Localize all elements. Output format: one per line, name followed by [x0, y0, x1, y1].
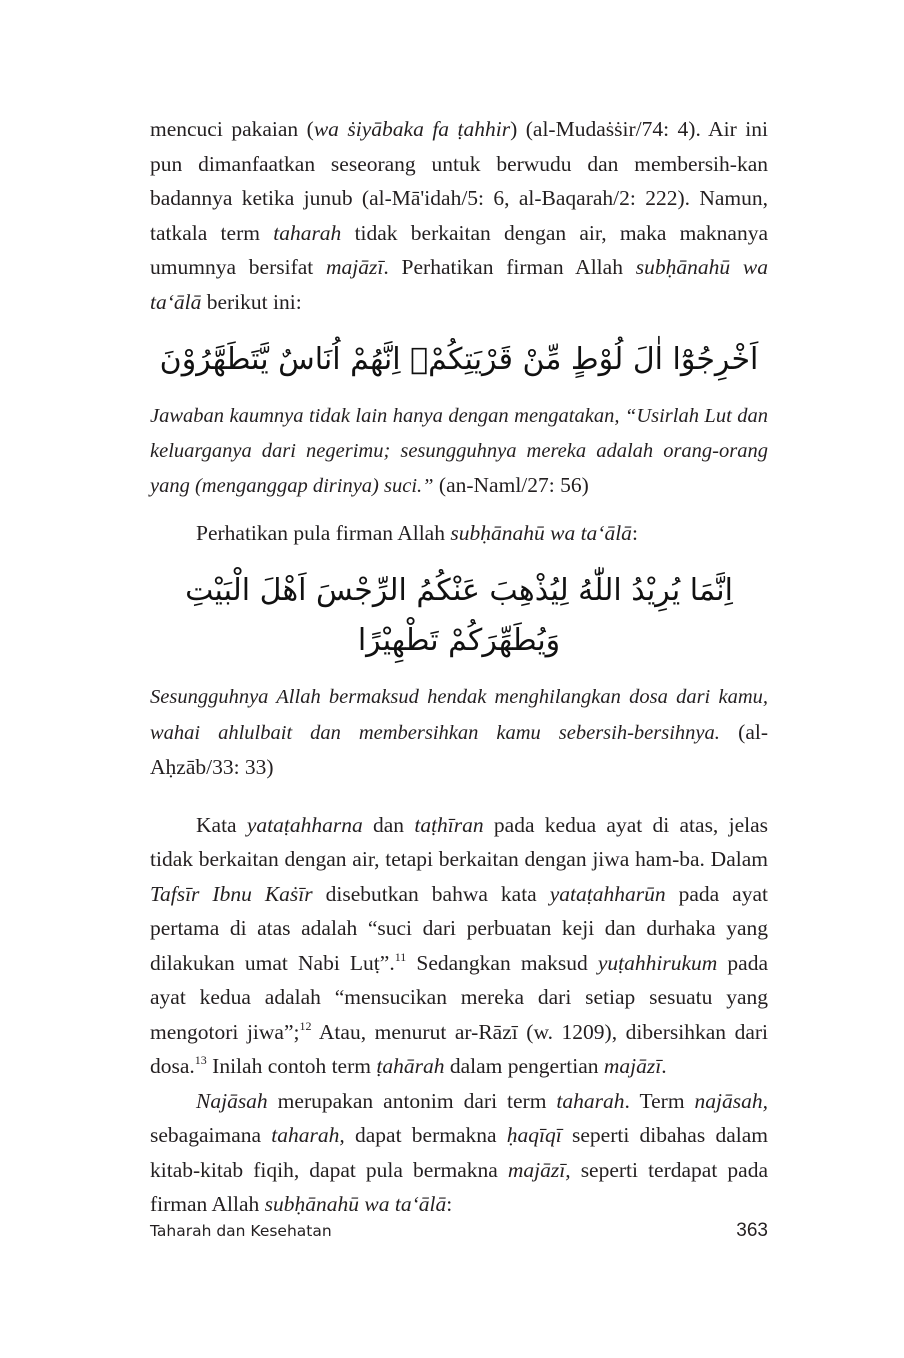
text: pada ayat kedua adalah “mensucikan mereka dari setiap sesuatu yang mengotori jiwa”; — [150, 950, 769, 1044]
text: sebagaimana — [150, 1123, 272, 1147]
footnote-ref[interactable]: 12 — [299, 1018, 312, 1033]
text: pada ayat pertama di atas adalah “suci dari perbuatan keji dan durhaka yang dilakukan umat Nabi Luṭ”. — [150, 881, 768, 975]
text: Perhatikan pula firman Allah — [196, 520, 451, 545]
transliteration: wa ṡiyābaka fa ṭahhir — [313, 117, 511, 141]
text: merupakan antonim dari term — [267, 1088, 557, 1113]
page-number: 363 — [736, 1220, 768, 1241]
text: Sedangkan maksud — [406, 950, 598, 975]
text: Inilah contoh term — [206, 1054, 377, 1078]
text: dan — [362, 812, 415, 837]
paragraph-analysis — [150, 808, 768, 1084]
term: najāsah, — [694, 1088, 768, 1113]
paragraph-najasah — [150, 1084, 768, 1222]
text: dapat bermakna — [344, 1123, 507, 1147]
term: majāzī — [603, 1054, 662, 1078]
text: : — [631, 520, 638, 545]
term: yuṭahhirukum — [597, 950, 718, 975]
text: Kata — [196, 812, 247, 837]
term: majāzī, — [507, 1157, 571, 1182]
text: : — [446, 1192, 453, 1216]
quran-verse-arabic-1: اَخْرِجُوْٓا اٰلَ لُوْطٍ مِّنْ قَرْيَتِكُمْۙ اِنَّهُمْ اُنَاسٌ يَّتَطَهَّرُوْنَ — [159, 342, 759, 377]
footnote-ref[interactable]: 13 — [194, 1053, 207, 1067]
term: yataṭahharna — [246, 812, 363, 837]
text: . Term — [624, 1088, 695, 1113]
verse-translation-2 — [150, 680, 768, 786]
verse-reference: (an-Naml/27: 56) — [433, 473, 589, 497]
page-body — [150, 112, 768, 1222]
term: taharah — [273, 220, 342, 245]
text: Atau, menurut ar-Rāzī (w. 1209), dibersihkan dari dosa. — [150, 1019, 768, 1078]
text: tidak berkaitan dengan air, maka maknanya umumnya bersifat — [150, 220, 768, 279]
verse-translation-1 — [150, 399, 768, 504]
text: berikut ini: — [201, 289, 302, 314]
text: seperti dibahas dalam kitab-kitab fiqih, dapat pula bermakna — [150, 1123, 768, 1182]
quran-verse-arabic-2: اِنَّمَا يُرِيْدُ اللّٰهُ لِيُذْهِبَ عَنْكُمُ الرِّجْسَ اَهْلَ الْبَيْتِ وَيُطَهِّرَكُمْ تَطْهِيْرًا — [185, 573, 733, 658]
translation-text: Sesungguhnya Allah bermaksud hendak menghilangkan dosa dari kamu, wahai ahlulbait dan membersihkan kamu sebersih-bersihnya. — [150, 686, 768, 744]
text: seperti terdapat pada firman Allah — [150, 1157, 768, 1216]
text: mencuci pakaian ( — [150, 117, 314, 141]
term: ḥaqīqī — [506, 1123, 562, 1147]
text: disebutkan bahwa kata — [312, 881, 550, 906]
term: taharah, — [271, 1123, 345, 1147]
running-title: Taharah dan Kesehatan — [150, 1222, 332, 1240]
term: taṭhīran — [414, 812, 484, 837]
text: . Perhatikan firman Allah — [383, 255, 636, 279]
term: subḥānahū wa ta‘ālā — [150, 255, 768, 314]
text: pada kedua ayat di atas, jelas tidak berkaitan dengan air, tetapi berkaitan dengan jiwa ham-ba. Dalam — [150, 812, 768, 871]
footnote-ref[interactable]: 11 — [394, 949, 407, 964]
text: . — [661, 1054, 667, 1078]
verse-reference: (al-Aḥzāb/33: 33) — [150, 719, 768, 779]
term: taharah — [556, 1088, 625, 1113]
translation-text: Jawaban kaumnya tidak lain hanya dengan mengatakan, “Usirlah Lut dan keluarganya dari negerimu; sesungguhnya mereka adalah orang-orang yang (menganggap dirinya) suci.” — [150, 405, 768, 497]
page-footer — [150, 1222, 768, 1248]
term: subḥānahū wa ta‘ālā — [450, 520, 632, 545]
book-title: Tafsīr Ibnu Kaṡīr — [150, 881, 313, 906]
term: yataṭahharūn — [549, 881, 666, 906]
term: majāzī — [326, 255, 384, 279]
text: ) (al-Mudaṡṡir/74: 4). Air ini pun dimanfaatkan seseorang untuk berwudu dan membersih-kan badannya ketika junub (al-Mā'idah/5: 6, al-Baqarah/2: 222). Namun, tatkala term — [150, 117, 768, 245]
term: subḥānahū wa ta‘ālā — [264, 1192, 447, 1216]
term: Najāsah — [196, 1088, 268, 1113]
text: dalam pengertian — [444, 1054, 604, 1078]
paragraph-intro-2 — [150, 516, 768, 551]
paragraph-intro — [150, 112, 768, 319]
term: ṭahārah — [376, 1054, 445, 1078]
